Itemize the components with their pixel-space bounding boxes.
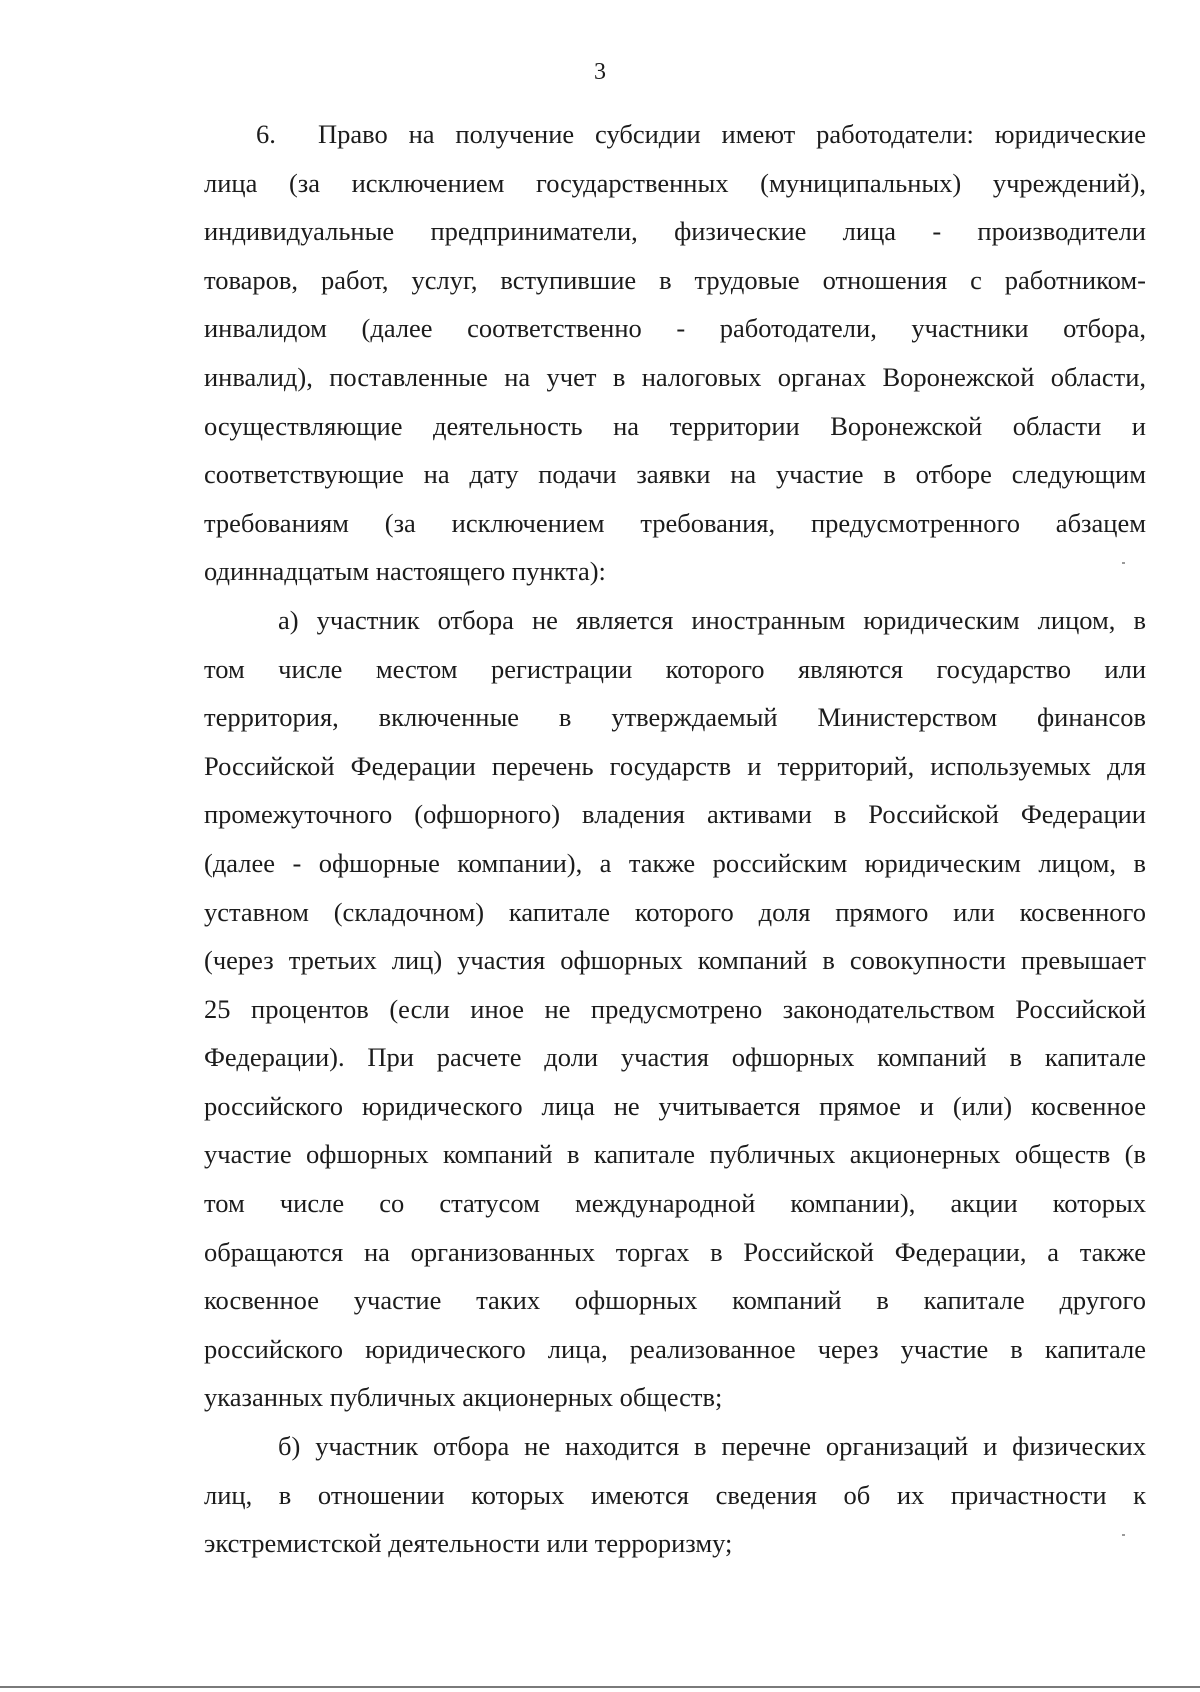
- scan-speck: [1122, 1534, 1125, 1536]
- text-line: товаров, работ, услуг, вступившие в трудовые отношения с работником-: [204, 264, 1146, 295]
- document-body: [204, 110, 1146, 1568]
- scan-speck: [1122, 562, 1125, 564]
- text-line: лица (за исключением государственных (муниципальных) учреждений),: [204, 167, 1146, 198]
- text-line: б) участник отбора не находится в перечне организаций и физических: [278, 1431, 1146, 1462]
- subparagraph-b: [204, 1422, 1146, 1568]
- scan-bottom-edge: [0, 1686, 1200, 1688]
- text-line: российского юридического лица, реализованное через участие в капитале: [204, 1333, 1146, 1364]
- text-line: экстремистской деятельности или терроризму;: [204, 1528, 733, 1559]
- text-line: участие офшорных компаний в капитале публичных акционерных обществ (в: [204, 1139, 1146, 1170]
- text-line: а) участник отбора не является иностранным юридическим лицом, в: [278, 604, 1146, 635]
- text-line: 25 процентов (если иное не предусмотрено законодательством Российской: [204, 993, 1146, 1024]
- text-line: индивидуальные предприниматели, физические лица - производители: [204, 216, 1146, 247]
- text-line: том числе местом регистрации которого являются государство или: [204, 653, 1146, 684]
- paragraph-number: 6.: [256, 119, 276, 149]
- page-number: 3: [594, 59, 606, 85]
- text-line: (далее - офшорные компании), а также российским юридическим лицом, в: [204, 847, 1146, 878]
- text-line: Федерации). При расчете доли участия офшорных компаний в капитале: [204, 1042, 1146, 1073]
- text-line: Российской Федерации перечень государств и территорий, используемых для: [204, 750, 1146, 781]
- text-line: российского юридического лица не учитывается прямое и (или) косвенное: [204, 1090, 1146, 1121]
- text-line: уставном (складочном) капитале которого доля прямого или косвенного: [204, 896, 1146, 927]
- text-line: обращаются на организованных торгах в Российской Федерации, а также: [204, 1236, 1146, 1267]
- text-line: промежуточного (офшорного) владения активами в Российской Федерации: [204, 799, 1146, 830]
- subparagraph-a: [204, 596, 1146, 1422]
- text-line: инвалидом (далее соответственно - работодатели, участники отбора,: [204, 313, 1146, 344]
- text-line: территория, включенные в утверждаемый Министерством финансов: [204, 702, 1146, 733]
- text-line: инвалид), поставленные на учет в налоговых органах Воронежской области,: [204, 361, 1146, 392]
- paragraph-6: [204, 110, 1146, 596]
- text-line: косвенное участие таких офшорных компаний в капитале другого: [204, 1285, 1146, 1316]
- text-line: одиннадцатым настоящего пункта):: [204, 556, 606, 587]
- text-line: соответствующие на дату подачи заявки на участие в отборе следующим: [204, 459, 1146, 490]
- text-line: требованиям (за исключением требования, предусмотренного абзацем: [204, 507, 1146, 538]
- text-line: 6. Право на получение субсидии имеют работодатели: юридические: [204, 110, 1146, 159]
- text-line: (через третьих лиц) участия офшорных компаний в совокупности превышает: [204, 945, 1146, 976]
- text-line: том числе со статусом международной компании), акции которых: [204, 1188, 1146, 1219]
- text-line: указанных публичных акционерных обществ;: [204, 1382, 723, 1413]
- text-line: осуществляющие деятельность на территории Воронежской области и: [204, 410, 1146, 441]
- text-line: лиц, в отношении которых имеются сведения об их причастности к: [204, 1479, 1146, 1510]
